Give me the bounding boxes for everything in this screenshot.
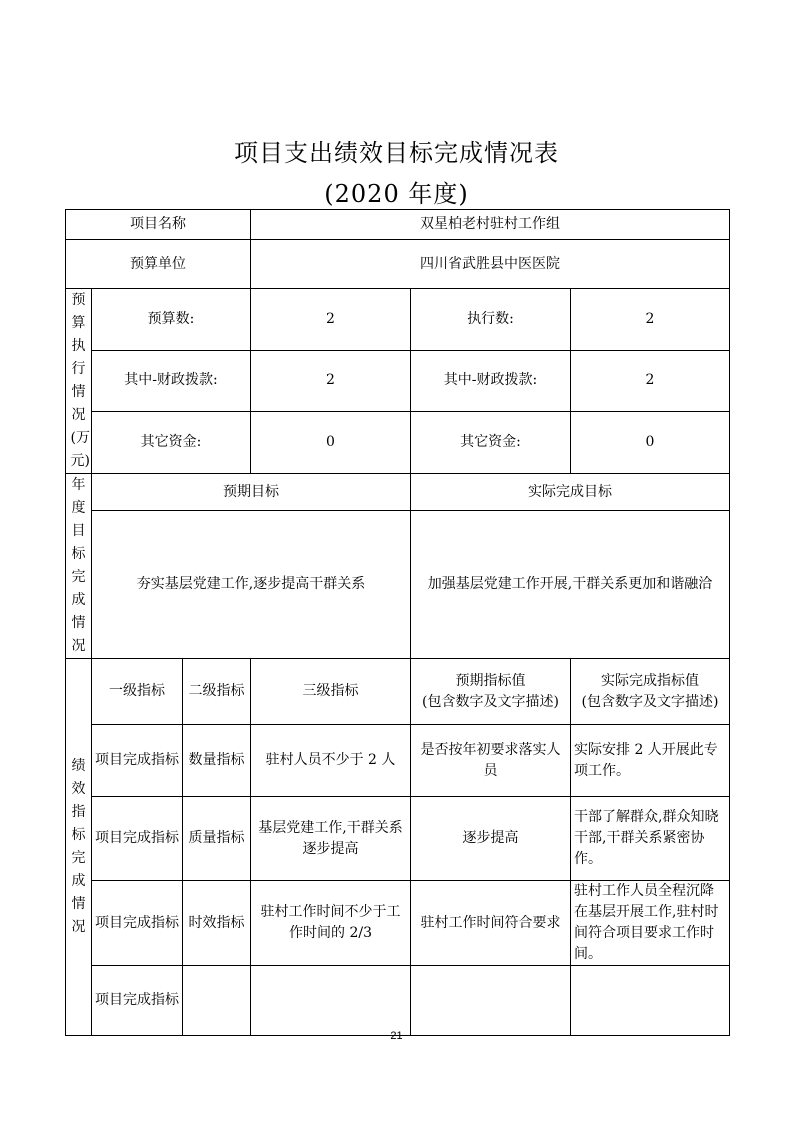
actual-target-header: 实际完成目标 [411,474,730,511]
budget-value-left: 0 [251,412,411,474]
perf-row [66,797,730,881]
expected-value-header-line1: 预期指标值 [455,672,526,689]
budget-row [66,350,730,412]
actual-value-header [571,659,730,725]
perf-level3 [251,966,411,1036]
budget-label-right: 其中-财政拨款: [411,350,571,412]
budget-label-right: 执行数: [411,289,571,351]
perf-level3: 基层党建工作,干群关系逐步提高 [251,797,411,881]
annual-target-row [66,511,730,659]
perf-actual: 驻村工作人员全程沉降在基层开展工作,驻村时间符合项目要求工作时间。 [571,881,730,966]
project-name-row [66,210,730,240]
perf-actual [571,966,730,1036]
page-number: 21 [390,1030,403,1042]
perf-level2 [183,966,251,1036]
actual-value-header-line1: 实际完成指标值 [601,672,699,689]
expected-value-header [411,659,571,725]
perf-level2: 质量指标 [183,797,251,881]
budget-exec-label: 预算执行情况(万元) [66,289,92,474]
perf-row [66,725,730,797]
perf-actual: 干部了解群众,群众知晓干部,干群关系紧密协作。 [571,797,730,881]
budget-label-left: 其它资金: [92,412,251,474]
budget-row [66,412,730,474]
project-name-value: 双星柏老村驻村工作组 [251,210,730,240]
level1-header: 一级指标 [92,659,183,725]
performance-table [65,209,730,1036]
perf-level1: 项目完成指标 [92,881,183,966]
perf-expected: 逐步提高 [411,797,571,881]
perf-level2: 时效指标 [183,881,251,966]
budget-value-right: 2 [571,350,730,412]
budget-value-right: 2 [571,289,730,351]
perf-expected: 驻村工作时间符合要求 [411,881,571,966]
budget-label-right: 其它资金: [411,412,571,474]
perf-row [66,966,730,1036]
annual-target-label: 年度目标完成情况 [66,474,92,659]
level2-header: 二级指标 [183,659,251,725]
expected-target-header: 预期目标 [92,474,411,511]
page-title: 项目支出绩效目标完成情况表 [234,139,559,167]
perf-expected [411,966,571,1036]
perf-level1: 项目完成指标 [92,966,183,1036]
annual-target-header-row [66,474,730,511]
page-subtitle: (2020 年度) [324,180,469,208]
perf-expected: 是否按年初要求落实人员 [411,725,571,797]
actual-target-text: 加强基层党建工作开展,干群关系更加和谐融洽 [411,511,730,659]
level3-header: 三级指标 [251,659,411,725]
perf-level2: 数量指标 [183,725,251,797]
perf-row [66,881,730,966]
budget-unit-row [66,240,730,289]
budget-label-left: 其中-财政拨款: [92,350,251,412]
actual-value-header-line2: (包含数字及文字描述) [581,693,719,710]
budget-row [66,289,730,351]
budget-label-left: 预算数: [92,289,251,351]
budget-unit-label: 预算单位 [66,240,251,289]
perf-level1: 项目完成指标 [92,797,183,881]
budget-value-left: 2 [251,289,411,351]
perf-level3: 驻村工作时间不少于工作时间的 2/3 [251,881,411,966]
perf-header-row [66,659,730,725]
perf-label: 绩效指标完成情况 [66,659,92,1036]
budget-value-right: 0 [571,412,730,474]
perf-actual: 实际安排 2 人开展此专项工作。 [571,725,730,797]
expected-target-text: 夯实基层党建工作,逐步提高干群关系 [92,511,411,659]
expected-value-header-line2: (包含数字及文字描述) [422,693,559,710]
project-name-label: 项目名称 [66,210,251,240]
perf-level1: 项目完成指标 [92,725,183,797]
budget-unit-value: 四川省武胜县中医医院 [251,240,730,289]
budget-value-left: 2 [251,350,411,412]
perf-level3: 驻村人员不少于 2 人 [251,725,411,797]
